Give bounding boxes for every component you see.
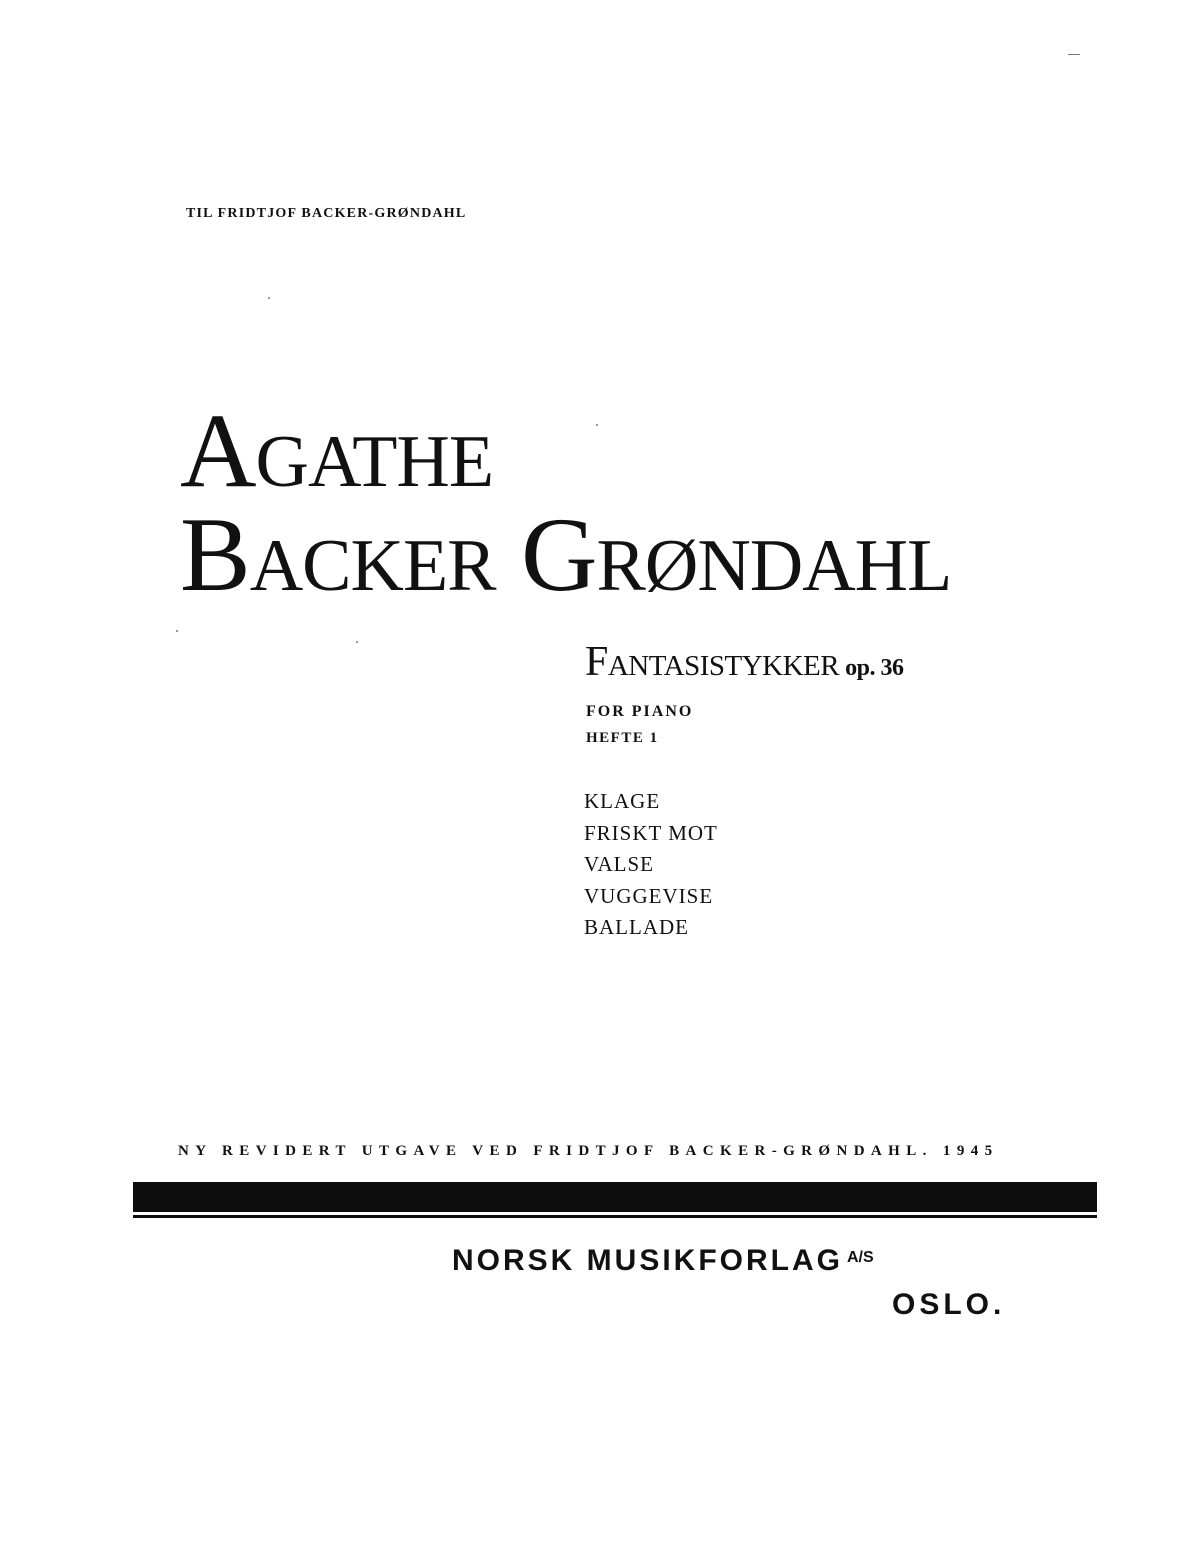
- volume-line: HEFTE 1: [586, 730, 659, 746]
- edition-note: NY REVIDERT UTGAVE VED FRIDTJOF BACKER-GRØNDAHL. 1945: [178, 1143, 999, 1159]
- instrument-line: FOR PIANO: [586, 703, 694, 720]
- composer-first-name: Agathe: [180, 392, 494, 509]
- piece-item: VALSE: [584, 852, 654, 876]
- scan-speck: [268, 297, 270, 299]
- divider-thin: [133, 1215, 1097, 1218]
- piece-item: BALLADE: [584, 915, 689, 939]
- scan-speck: [1068, 54, 1080, 55]
- piece-item: VUGGEVISE: [584, 883, 714, 908]
- scan-speck: [176, 630, 178, 632]
- scan-speck: [356, 641, 358, 643]
- opus-number: op. 36: [845, 655, 904, 681]
- piece-list: [584, 786, 718, 944]
- work-title-block: [585, 638, 903, 686]
- composer-last-name: Backer Grøndahl: [180, 496, 952, 613]
- publisher-suffix: A/S: [847, 1249, 874, 1266]
- scan-speck: [596, 424, 598, 426]
- work-title: Fantasistykker: [585, 639, 840, 685]
- divider-thick: [133, 1182, 1097, 1212]
- piece-item: KLAGE: [584, 789, 661, 813]
- dedication: TIL FRIDTJOF BACKER-GRØNDAHL: [186, 206, 467, 221]
- publisher-name: NORSK MUSIKFORLAG: [452, 1244, 843, 1277]
- piece-item: FRISKT MOT: [584, 820, 718, 845]
- publisher-city: OSLO.: [892, 1288, 1006, 1321]
- publisher-block: [452, 1244, 874, 1278]
